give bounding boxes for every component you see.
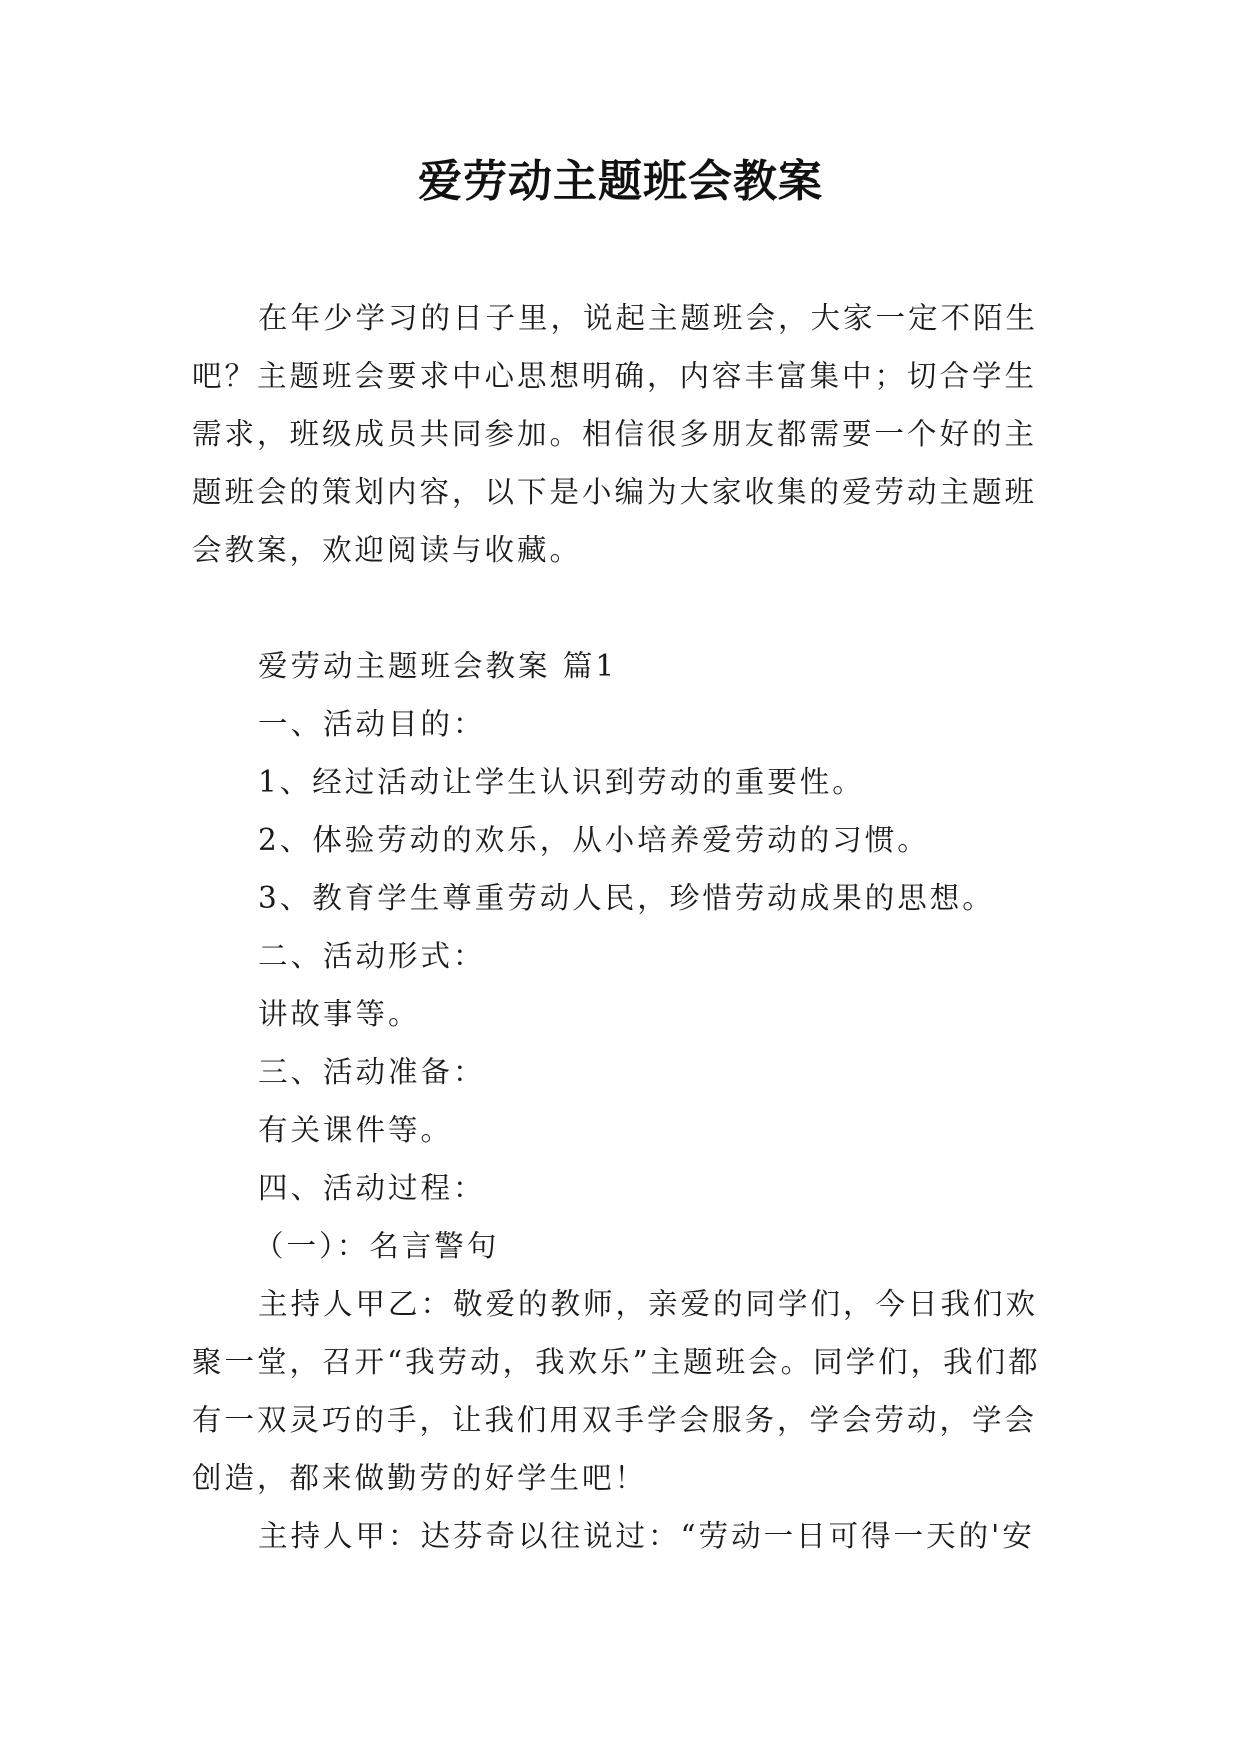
last-paragraph: 主持人甲：达芬奇以往说过：“劳动一日可得一天的'安	[258, 1519, 1035, 1553]
subheading: （一）：名言警句	[254, 1229, 500, 1263]
body-line: 一、活动目的：	[258, 707, 486, 741]
body-line: 3、教育学生尊重劳动人民，珍惜劳动成果的思想。	[258, 881, 995, 915]
body-line: 2、体验劳动的欢乐，从小培养爱劳动的习惯。	[258, 823, 930, 857]
body-line: 四、活动过程：	[258, 1171, 486, 1205]
body-line: 三、活动准备：	[258, 1055, 486, 1089]
host-paragraph: 主持人甲乙：敬爱的教师，亲爱的同学们，今日我们欢聚一堂，召开“我劳动，我欢乐”主题班会。同学们，我们都有一双灵巧的手，让我们用双手学会服务，学会劳动，学会创造，都来做勤劳的好学生吧！	[192, 1287, 1041, 1495]
body-line: 讲故事等。	[258, 997, 421, 1031]
body-line: 有关课件等。	[258, 1113, 454, 1147]
body-line: 1、经过活动让学生认识到劳动的重要性。	[258, 765, 865, 799]
body-line: 二、活动形式：	[258, 939, 486, 973]
document-title: 爱劳动主题班会教案	[418, 156, 823, 207]
paragraph-spacer	[192, 579, 1050, 637]
document-body	[192, 289, 1050, 1565]
intro-paragraph: 在年少学习的日子里，说起主题班会，大家一定不陌生吧？主题班会要求中心思想明确，内容丰富集中；切合学生需求，班级成员共同参加。相信很多朋友都需要一个好的主题班会的策划内容，以下是小编为大家收集的爱劳动主题班会教案，欢迎阅读与收藏。	[192, 301, 1039, 567]
section-heading: 爱劳动主题班会教案 篇1	[258, 649, 618, 683]
